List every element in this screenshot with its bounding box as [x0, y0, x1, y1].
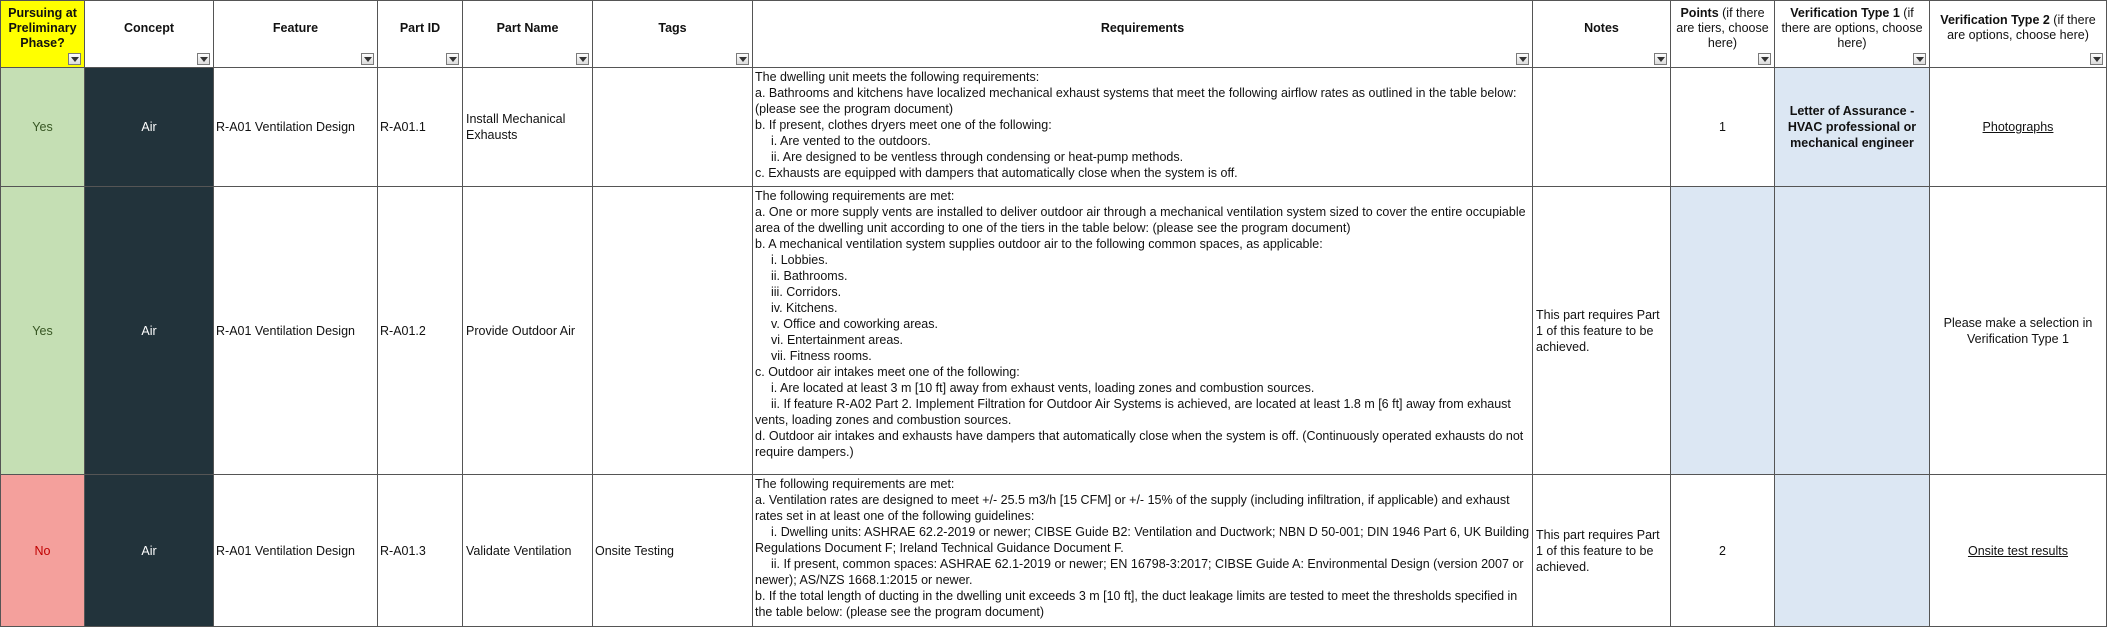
requirement-line: iv. Kitchens. — [771, 301, 838, 315]
dropdown-arrow-icon — [2093, 57, 2101, 62]
header-notes-label: Notes — [1584, 20, 1619, 35]
header-verification-type-2 — [1930, 1, 2107, 68]
requirement-line: The following requirements are met: — [755, 189, 955, 203]
requirement-line: a. Ventilation rates are designed to meet +/- 25.5 m3/h [15 CFM] or +/- 15% of the supply (including infiltration, if applicable) and exhaust rates set in at least one of the following guidelines: — [755, 493, 1510, 523]
requirements-cell[interactable] — [753, 68, 1533, 187]
requirement-line: a. Bathrooms and kitchens have localized mechanical exhaust systems that meet the following airflow rates as outlined in the table below: (please see the program document) — [755, 86, 1517, 116]
header-row — [1, 1, 2107, 68]
header-vt2-bold: Verification Type 2 — [1940, 13, 2050, 27]
dropdown-arrow-icon — [71, 57, 79, 62]
header-verification-type-1 — [1775, 1, 1930, 68]
pursuing-cell[interactable]: Yes — [1, 68, 85, 187]
dropdown-arrow-icon — [579, 57, 587, 62]
header-notes — [1533, 1, 1671, 68]
filter-dropdown-button[interactable] — [1654, 53, 1667, 65]
header-feature-label: Feature — [272, 20, 319, 35]
header-requirements — [753, 1, 1533, 68]
requirement-line: d. Outdoor air intakes and exhausts have dampers that automatically close when the system is off. (Continuously operated exhausts do not require dampers.) — [755, 429, 1524, 459]
tags-cell[interactable] — [593, 68, 753, 187]
header-vt1-bold: Verification Type 1 — [1790, 5, 1900, 20]
header-vt1-label — [1775, 6, 1929, 63]
header-vt2-label — [1930, 13, 2106, 55]
header-tags — [593, 1, 753, 68]
notes-cell[interactable]: This part requires Part 1 of this feature to be achieved. — [1533, 475, 1671, 627]
verification-type-2-link[interactable]: Photographs — [1930, 68, 2107, 187]
dropdown-arrow-icon — [1761, 57, 1769, 62]
requirement-line: The dwelling unit meets the following requirements: — [755, 70, 1040, 84]
requirement-line: i. Are vented to the outdoors. — [771, 134, 931, 148]
header-feature — [214, 1, 378, 68]
tags-cell[interactable] — [593, 187, 753, 475]
filter-dropdown-button[interactable] — [197, 53, 210, 65]
feature-cell[interactable]: R-A01 Ventilation Design — [214, 68, 378, 187]
requirement-line: v. Office and coworking areas. — [771, 317, 938, 331]
feature-cell[interactable]: R-A01 Ventilation Design — [214, 475, 378, 627]
requirement-line: The following requirements are met: — [755, 477, 955, 491]
dropdown-arrow-icon — [449, 57, 457, 62]
header-concept-label: Concept — [124, 20, 174, 35]
filter-dropdown-button[interactable] — [68, 53, 81, 65]
part-name-cell[interactable]: Validate Ventilation — [463, 475, 593, 627]
header-concept — [85, 1, 214, 68]
feature-cell[interactable]: R-A01 Ventilation Design — [214, 187, 378, 475]
requirement-line: vii. Fitness rooms. — [771, 349, 872, 363]
points-cell[interactable]: 1 — [1671, 68, 1775, 187]
requirement-line: i. Lobbies. — [771, 253, 828, 267]
dropdown-arrow-icon — [364, 57, 372, 62]
requirement-line: c. Exhausts are equipped with dampers that automatically close when the system is off. — [755, 166, 1238, 180]
requirement-line: b. A mechanical ventilation system supplies outdoor air to the following common spaces, as applicable: — [755, 237, 1323, 251]
pursuing-cell[interactable]: Yes — [1, 187, 85, 475]
table-row — [1, 475, 2107, 627]
points-cell[interactable]: 2 — [1671, 475, 1775, 627]
header-points-sub: (if there are tiers, choose here) — [1676, 5, 1769, 50]
requirement-line: ii. If feature R-A02 Part 2. Implement Filtration for Outdoor Air Systems is achieved, are located at least 1.8 m [6 ft] away from exhaust vents, loading zones and combustion sources. — [755, 397, 1511, 427]
filter-dropdown-button[interactable] — [1758, 53, 1771, 65]
filter-dropdown-button[interactable] — [576, 53, 589, 65]
header-vt1-sub: (if there are options, choose here) — [1781, 5, 1923, 50]
pursuing-cell[interactable]: No — [1, 475, 85, 627]
concept-cell[interactable]: Air — [85, 475, 214, 627]
concept-cell[interactable]: Air — [85, 68, 214, 187]
requirement-line: a. One or more supply vents are installed to deliver outdoor air through a mechanical ventilation system sized to cover the entire occupiable area of the dwelling unit according to one of the tiers in the table below: (please see the program document) — [755, 205, 1526, 235]
requirement-line: ii. Bathrooms. — [771, 269, 848, 283]
dropdown-arrow-icon — [200, 57, 208, 62]
verification-type-1-cell[interactable]: Letter of Assurance - HVAC professional or mechanical engineer — [1775, 68, 1930, 187]
dropdown-arrow-icon — [1916, 57, 1924, 62]
verification-type-2-cell[interactable]: Please make a selection in Verification Type 1 — [1930, 187, 2107, 475]
dropdown-arrow-icon — [1657, 57, 1665, 62]
table-row — [1, 68, 2107, 187]
part-id-cell[interactable]: R-A01.2 — [378, 187, 463, 475]
requirements-cell[interactable] — [753, 475, 1533, 627]
requirement-line: b. If present, clothes dryers meet one of the following: — [755, 118, 1052, 132]
notes-cell[interactable]: This part requires Part 1 of this feature to be achieved. — [1533, 187, 1671, 475]
concept-cell[interactable]: Air — [85, 187, 214, 475]
verification-type-1-cell[interactable] — [1775, 475, 1930, 627]
table-row — [1, 187, 2107, 475]
part-name-cell[interactable]: Provide Outdoor Air — [463, 187, 593, 475]
header-points-bold: Points — [1680, 5, 1719, 20]
requirement-line: iii. Corridors. — [771, 285, 842, 299]
header-tags-label: Tags — [658, 20, 687, 35]
requirement-line: i. Dwelling units: ASHRAE 62.2-2019 or newer; CIBSE Guide B2: Ventilation and Ductwork; NBN D 50-001; DIN 1946 Part 6, UK Building Regulations Document F; Ireland Technical Guidance Document F. — [755, 525, 1530, 555]
header-part-id — [378, 1, 463, 68]
requirement-line: b. If the total length of ducting in the dwelling unit exceeds 3 m [10 ft], the duct leakage limits are tested to meet the thresholds specified in the table below: (please see the program document) — [755, 589, 1518, 619]
requirement-line: vi. Entertainment areas. — [771, 333, 904, 347]
header-pursuing-label: Pursuing at Preliminary Phase? — [8, 5, 77, 50]
filter-dropdown-button[interactable] — [1516, 53, 1529, 65]
requirement-line: c. Outdoor air intakes meet one of the following: — [755, 365, 1020, 379]
header-part-name-label: Part Name — [496, 20, 559, 35]
part-name-cell[interactable]: Install Mechanical Exhausts — [463, 68, 593, 187]
requirement-line: ii. Are designed to be ventless through condensing or heat-pump methods. — [771, 150, 1184, 164]
requirement-line: ii. If present, common spaces: ASHRAE 62.1-2019 or newer; EN 16798-3:2017; CIBSE Guide A: Environmental Design (version 2007 or newer); AS/NZS 1668.1:2015 or newer. — [755, 557, 1524, 587]
filter-dropdown-button[interactable] — [446, 53, 459, 65]
dropdown-arrow-icon — [739, 57, 747, 62]
header-part-id-label: Part ID — [399, 20, 441, 35]
dropdown-arrow-icon — [1519, 57, 1527, 62]
verification-type-2-link[interactable]: Onsite test results — [1930, 475, 2107, 627]
filter-dropdown-button[interactable] — [361, 53, 374, 65]
header-requirements-label: Requirements — [1100, 20, 1185, 35]
filter-dropdown-button[interactable] — [2090, 53, 2103, 65]
filter-dropdown-button[interactable] — [736, 53, 749, 65]
requirement-line: i. Are located at least 3 m [10 ft] away from exhaust vents, loading zones and combustion sources. — [771, 381, 1315, 395]
points-cell[interactable] — [1671, 187, 1775, 475]
verification-type-1-cell[interactable] — [1775, 187, 1930, 475]
tags-cell[interactable]: Onsite Testing — [593, 475, 753, 627]
requirements-cell[interactable] — [753, 187, 1533, 475]
header-points — [1671, 1, 1775, 68]
part-id-cell[interactable]: R-A01.1 — [378, 68, 463, 187]
header-part-name — [463, 1, 593, 68]
header-vt2-sub: (if there are options, choose here) — [1947, 13, 2096, 42]
header-pursuing — [1, 1, 85, 68]
notes-cell[interactable] — [1533, 68, 1671, 187]
part-id-cell[interactable]: R-A01.3 — [378, 475, 463, 627]
filter-dropdown-button[interactable] — [1913, 53, 1926, 65]
